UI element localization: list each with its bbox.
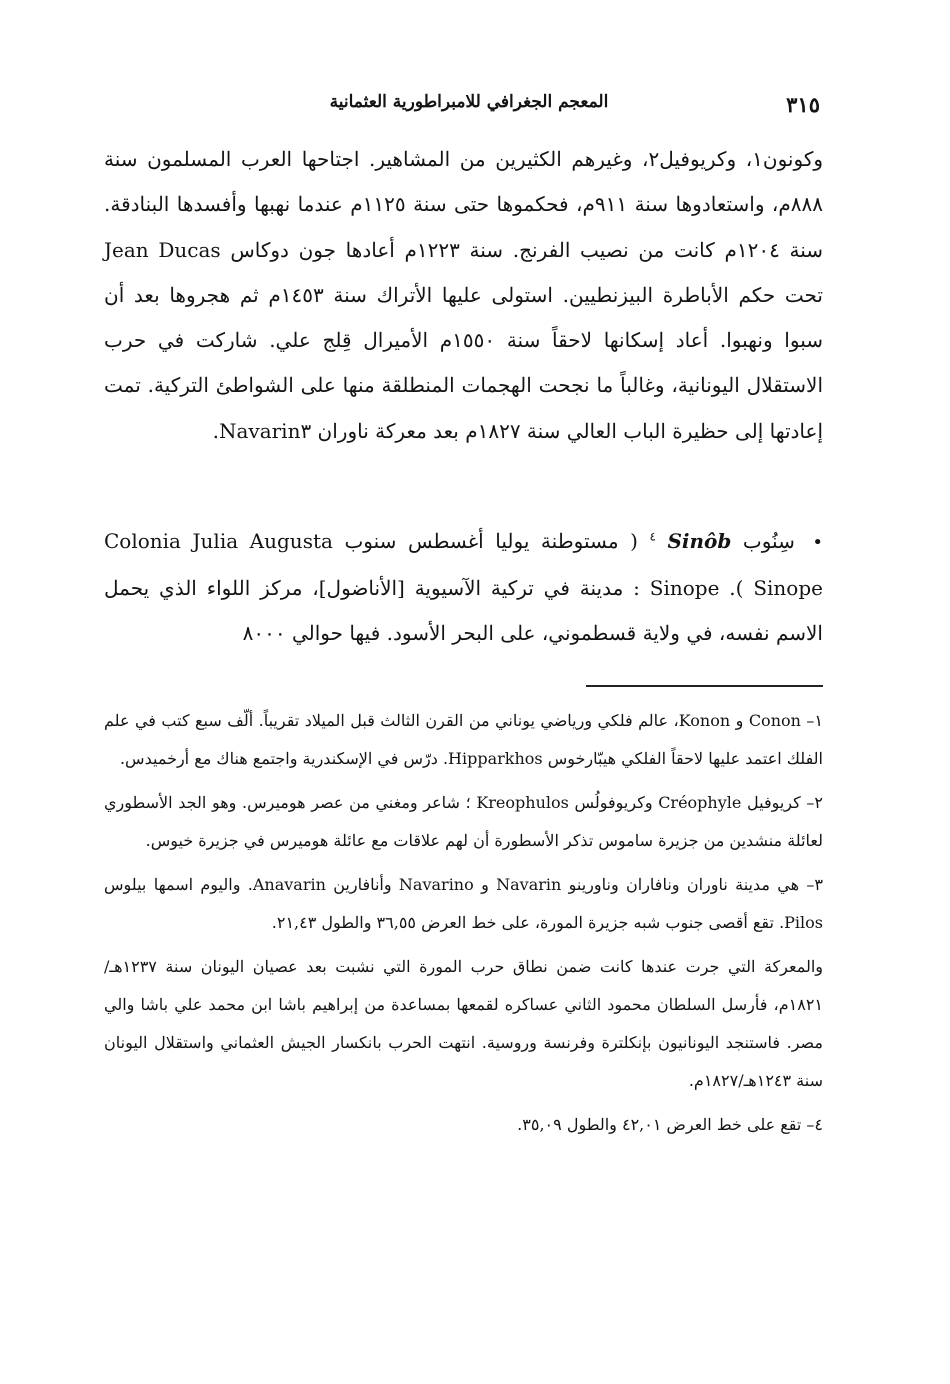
entry-headword-arabic: سِنُوب	[742, 529, 795, 553]
footnote-1: ١– Conon و Konon، عالم فلكي ورياضي يوناني من القرن الثالث قبل الميلاد تقريباً. ألّف سبع كتب في علم الفلك اعتمد عليها لاحقاً الفلكي هيبّارخوس Hipparkhos. درّس في الإسكندرية واجتمع هناك مع أرخميدس.	[104, 711, 824, 768]
footnotes	[104, 702, 823, 1150]
footnote-4: ٤– تقع على خط العرض ٤٢,٠١ والطول ٣٥,٠٩.	[517, 1115, 823, 1134]
bullet-icon: •	[812, 532, 824, 553]
page-number: ٣١٥	[786, 92, 820, 117]
running-title: المعجم الجغرافي للامبراطورية العثمانية	[329, 92, 609, 112]
entry-footnote-marker: ٤	[649, 529, 656, 544]
entry-paragraph	[104, 519, 823, 657]
footnote-3: ٣– هي مدينة ناوران ونافاران وناورينو Navarin و Navarino وأنافارين Anavarin. واليوم اسمها بيلوس Pilos. تقع أقصى جنوب شبه جزيرة المورة، على خط العرض ٣٦,٥٥ والطول ٢١,٤٣.	[104, 875, 823, 932]
main-text	[104, 137, 823, 454]
page-header	[118, 92, 820, 122]
entry-headword-latin: Sinôb	[667, 529, 732, 553]
dictionary-entry-sinob	[104, 519, 823, 657]
footnote-2: ٢– كريوفيل Créophyle وكريوفولُس Kreophulos ؛ شاعر ومغني من عصر هوميرس. وهو الجد الأسطوري لعائلة منشدين من جزيرة ساموس تذكر الأسطورة أن لهم علاقات مع عائلة هوميرس في جزيرة خيوس.	[104, 793, 823, 850]
footnote-separator	[586, 685, 823, 687]
footnote-3-continuation: والمعركة التي جرت عندها كانت ضمن نطاق حرب المورة التي نشبت بعد عصيان اليونان سنة ١٢٣٧هـ/ ١٨٢١م، فأرسل السلطان محمود الثاني عساكره لقمعها بمساعدة من إبراهيم باشا ابن محمد علي باشا والي مصر. فاستنجد اليونانيون بإنكلترة وفرنسة وروسية. انتهت الحرب بانكسار الجيش العثماني واستقلال اليونان سنة ١٢٤٣هـ/١٨٢٧م.	[104, 957, 823, 1090]
entry-text: ( مستوطنة يوليا أغسطس سنوب Colonia Julia Augusta Sinope ). Sinope : مدينة في تركية الآسيوية [الأناضول]، مركز اللواء الذي يحمل الاسم نفسه، في ولاية قسطموني، على البحر الأسود. فيها حوالي ٨٠٠٠	[104, 529, 823, 645]
body-paragraph: وكونون١، وكريوفيل٢، وغيرهم الكثيرين من المشاهير. اجتاحها العرب المسلمون سنة ٨٨٨م، واستعادوها سنة ٩١١م، فحكموها حتى سنة ١١٢٥م عندما نهبها وأفسدها البنادقة. سنة ١٢٠٤م كانت من نصيب الفرنج. سنة ١٢٢٣م أعادها جون دوكاس Jean Ducas تحت حكم الأباطرة البيزنطيين. استولى عليها الأتراك سنة ١٤٥٣م ثم هجروها بعد أن سبوا ونهبوا. أعاد إسكانها لاحقاً سنة ١٥٥٠م الأميرال قِلج علي. شاركت في حرب الاستقلال اليونانية، وغالباً ما نجحت الهجمات المنطلقة منها على الشواطئ التركية. تمت إعادتها إلى حظيرة الباب العالي سنة ١٨٢٧م بعد معركة ناوران Navarin٣.	[104, 147, 824, 443]
